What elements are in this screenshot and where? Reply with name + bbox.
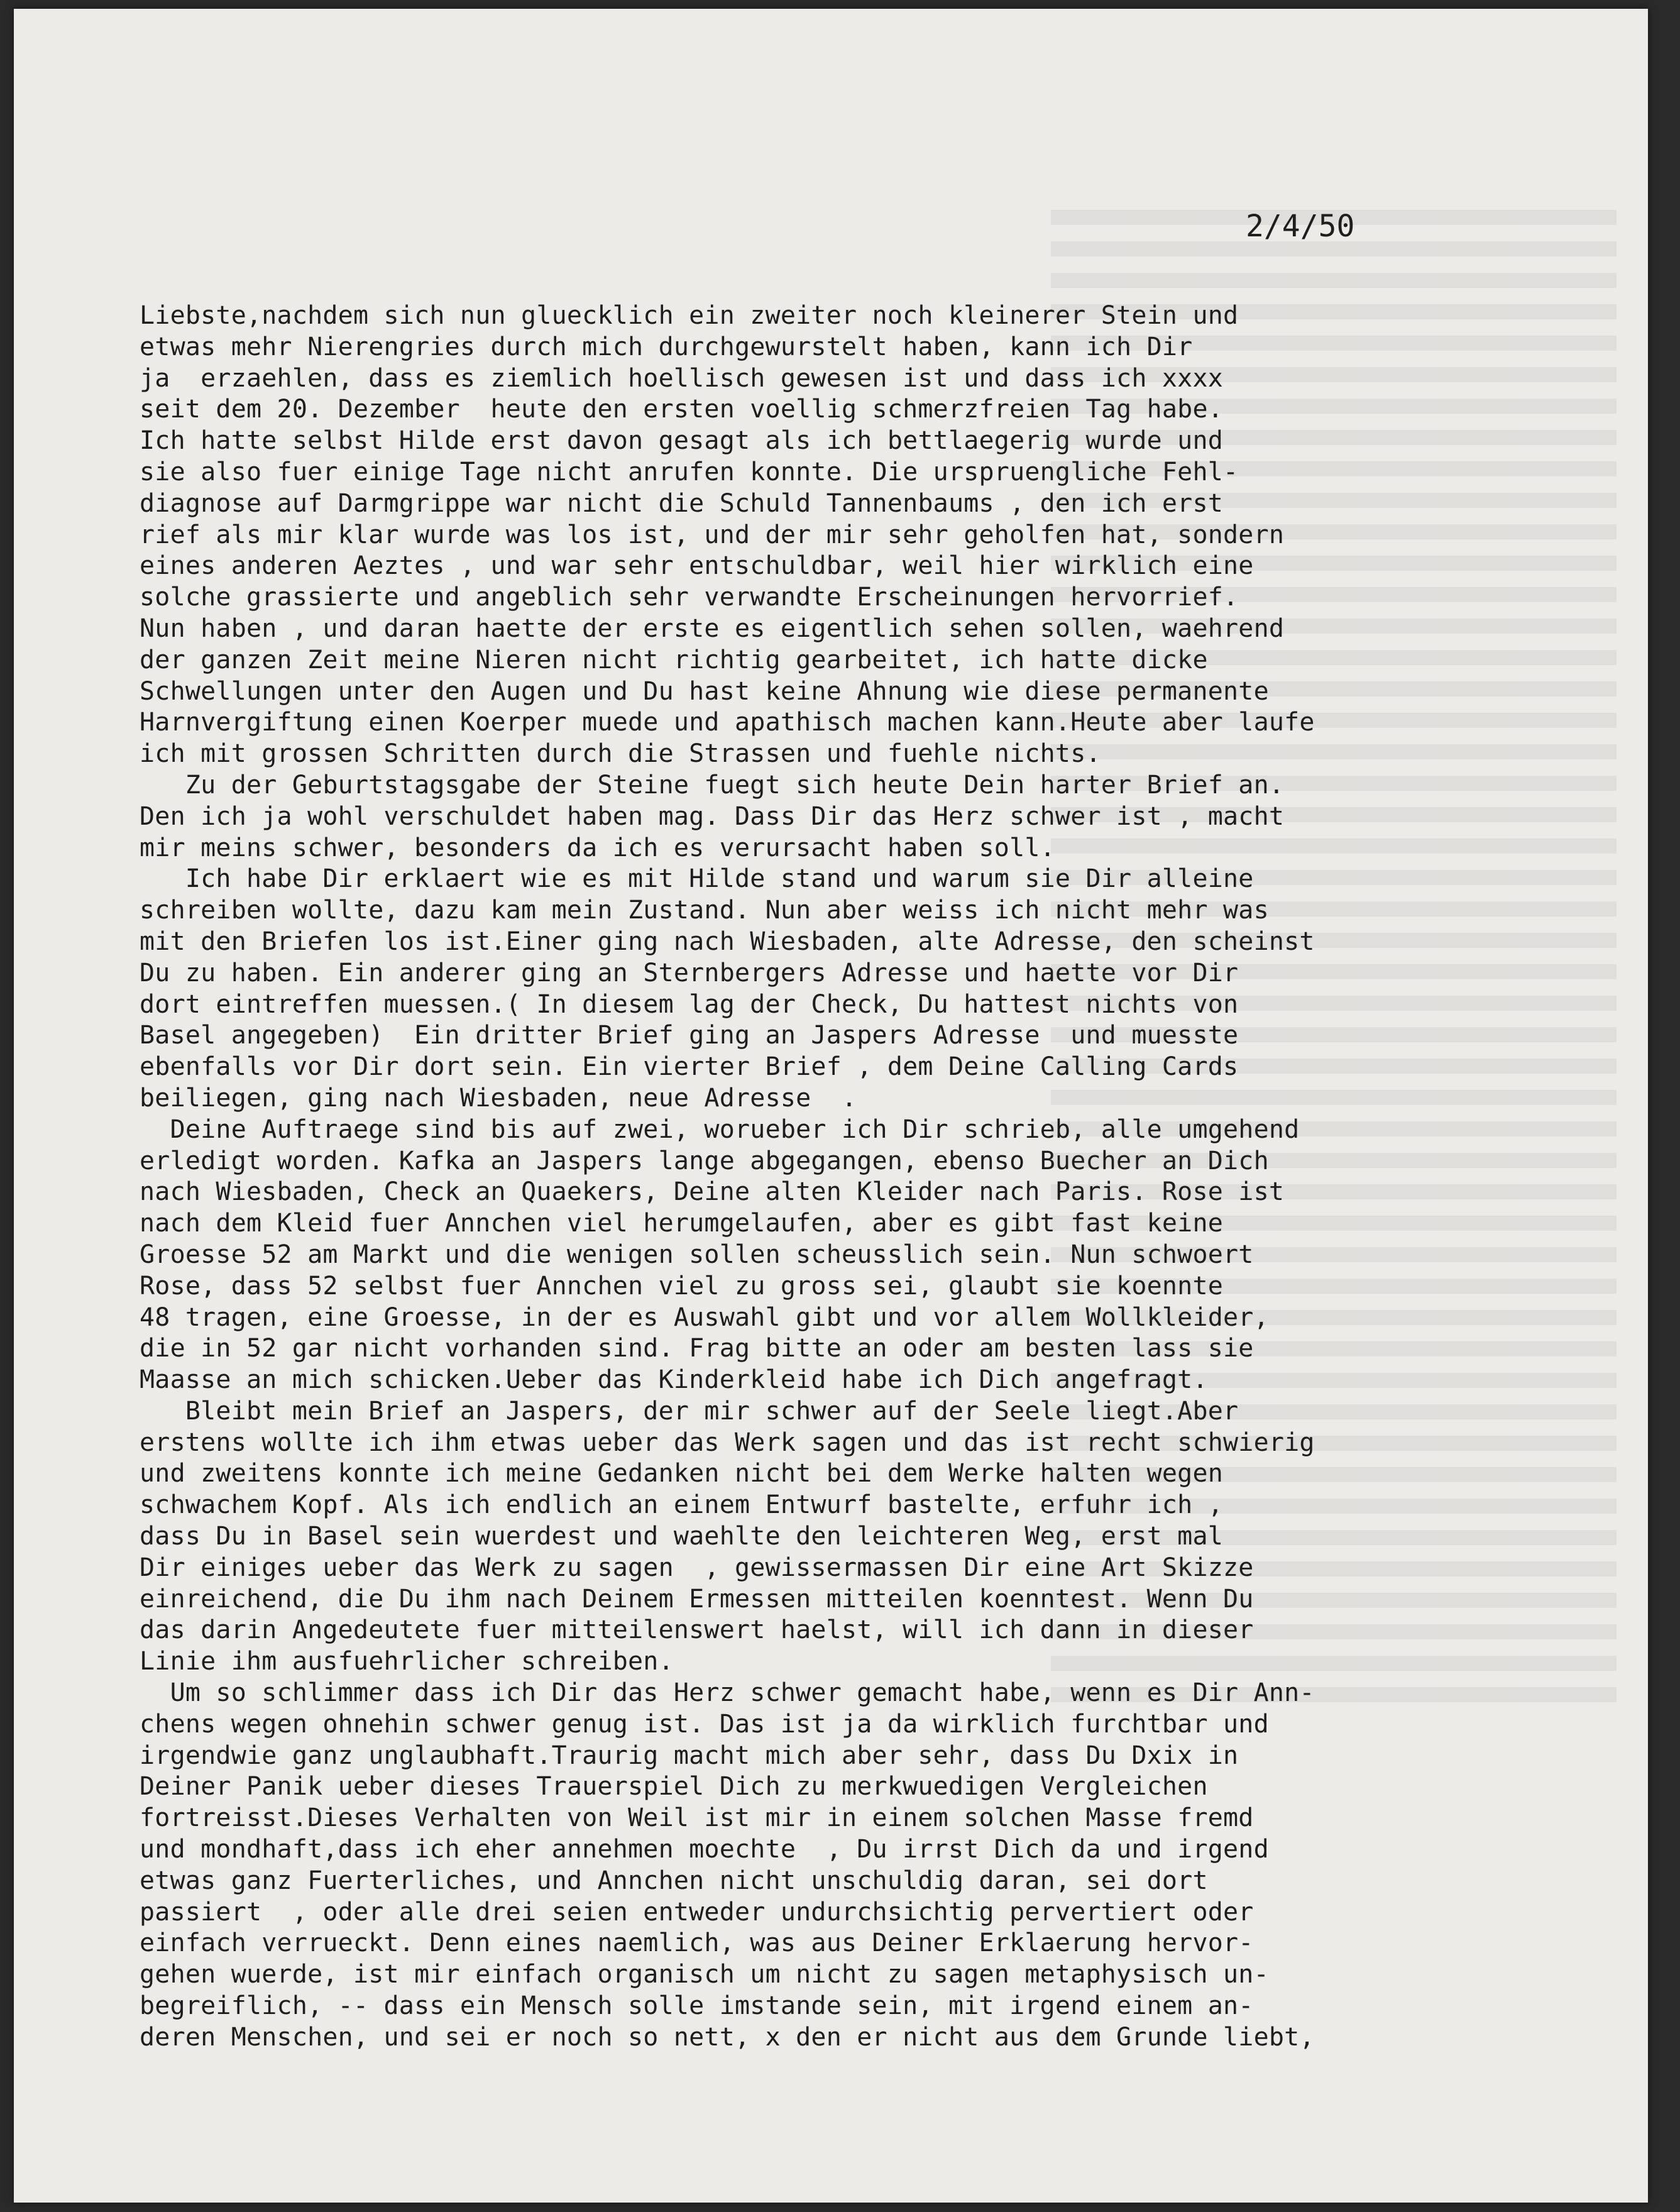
text-line: und zweitens konnte ich meine Gedanken nicht bei dem Werke halten wegen [140, 1459, 1224, 1488]
letter-page [14, 9, 1648, 2203]
text-line: mit den Briefen los ist.Einer ging nach Wiesbaden, alte Adresse, den scheinst [140, 927, 1315, 956]
text-line: erstens wollte ich ihm etwas ueber das Werk sagen und das ist recht schwierig [140, 1428, 1315, 1457]
text-line: Du zu haben. Ein anderer ging an Sternbergers Adresse und haette vor Dir [140, 958, 1239, 988]
text-line: Groesse 52 am Markt und die wenigen sollen scheusslich sein. Nun schwoert [140, 1240, 1254, 1269]
text-line: Deine Auftraege sind bis auf zwei, worueber ich Dir schrieb, alle umgehend [140, 1114, 1300, 1144]
text-line: chens wegen ohnehin schwer genug ist. Das ist ja da wirklich furchtbar und [140, 1709, 1269, 1739]
text-line: Maasse an mich schicken.Ueber das Kinderkleid habe ich Dich angefragt. [140, 1365, 1208, 1395]
text-line: Nun haben , und daran haette der erste es eigentlich sehen sollen, waehrend [140, 614, 1285, 643]
text-line: nach dem Kleid fuer Annchen viel herumgelaufen, aber es gibt fast keine [140, 1209, 1224, 1238]
text-line: diagnose auf Darmgrippe war nicht die Schuld Tannenbaums , den ich erst [140, 488, 1224, 518]
text-line: Rose, dass 52 selbst fuer Annchen viel zu gross sei, glaubt sie koennte [140, 1271, 1224, 1301]
text-line: Deiner Panik ueber dieses Trauerspiel Dich zu merkwuedigen Vergleichen [140, 1772, 1208, 1802]
text-line: Schwellungen unter den Augen und Du hast keine Ahnung wie diese permanente [140, 676, 1269, 706]
text-line: Liebste,nachdem sich nun gluecklich ein zweiter noch kleinerer Stein und [140, 301, 1239, 330]
text-line: Ich hatte selbst Hilde erst davon gesagt als ich bettlaegerig wurde und [140, 426, 1224, 456]
text-line: der ganzen Zeit meine Nieren nicht richtig gearbeitet, ich hatte dicke [140, 645, 1208, 674]
text-line: beiliegen, ging nach Wiesbaden, neue Adresse . [140, 1083, 857, 1113]
text-line: und mondhaft,dass ich eher annehmen moechte , Du irrst Dich da und irgend [140, 1835, 1269, 1864]
text-line: etwas ganz Fuerterliches, und Annchen nicht unschuldig daran, sei dort [140, 1866, 1208, 1895]
text-line: mir meins schwer, besonders da ich es verursacht haben soll. [140, 833, 1055, 862]
text-line: fortreisst.Dieses Verhalten von Weil ist mir in einem solchen Masse fremd [140, 1803, 1254, 1833]
text-line: schwachem Kopf. Als ich endlich an einem Entwurf bastelte, erfuhr ich , [140, 1490, 1224, 1520]
text-line: das darin Angedeutete fuer mitteilenswert haelst, will ich dann in dieser [140, 1615, 1254, 1645]
text-line: Um so schlimmer dass ich Dir das Herz schwer gemacht habe, wenn es Dir Ann- [140, 1678, 1315, 1708]
text-line: sie also fuer einige Tage nicht anrufen konnte. Die urspruengliche Fehl- [140, 457, 1239, 487]
text-line: ja erzaehlen, dass es ziemlich hoellisch gewesen ist und dass ich xxxx [140, 363, 1224, 393]
letter-body [140, 300, 1635, 2054]
text-line: irgendwie ganz unglaubhaft.Traurig macht mich aber sehr, dass Du Dxix in [140, 1741, 1239, 1770]
text-line: Bleibt mein Brief an Jaspers, der mir schwer auf der Seele liegt.Aber [140, 1396, 1239, 1426]
text-line: nach Wiesbaden, Check an Quaekers, Deine alten Kleider nach Paris. Rose ist [140, 1177, 1285, 1207]
text-line: Harnvergiftung einen Koerper muede und apathisch machen kann.Heute aber laufe [140, 708, 1315, 737]
text-line: Basel angegeben) Ein dritter Brief ging an Jaspers Adresse und muesste [140, 1021, 1239, 1050]
text-line: die in 52 gar nicht vorhanden sind. Frag bitte an oder am besten lass sie [140, 1334, 1254, 1363]
text-line: Linie ihm ausfuehrlicher schreiben. [140, 1647, 674, 1676]
text-line: ebenfalls vor Dir dort sein. Ein vierter Brief , dem Deine Calling Cards [140, 1052, 1239, 1082]
letter-date: 2/4/50 [1246, 209, 1355, 244]
text-line: erledigt worden. Kafka an Jaspers lange abgegangen, ebenso Buecher an Dich [140, 1146, 1269, 1175]
text-line: ich mit grossen Schritten durch die Strassen und fuehle nichts. [140, 739, 1101, 769]
text-line: solche grassierte und angeblich sehr verwandte Erscheinungen hervorrief. [140, 583, 1239, 612]
text-line: seit dem 20. Dezember heute den ersten voellig schmerzfreien Tag habe. [140, 395, 1224, 424]
text-line: einreichend, die Du ihm nach Deinem Ermessen mitteilen koenntest. Wenn Du [140, 1584, 1254, 1614]
text-line: Den ich ja wohl verschuldet haben mag. Dass Dir das Herz schwer ist , macht [140, 801, 1285, 831]
text-line: Ich habe Dir erklaert wie es mit Hilde stand und warum sie Dir alleine [140, 864, 1254, 894]
text-line: Zu der Geburtstagsgabe der Steine fuegt sich heute Dein harter Brief an. [140, 770, 1285, 800]
text-line: deren Menschen, und sei er noch so nett, x den er nicht aus dem Grunde liebt, [140, 2022, 1315, 2052]
text-line: passiert , oder alle drei seien entweder undurchsichtig pervertiert oder [140, 1897, 1254, 1927]
text-line: Dir einiges ueber das Werk zu sagen , gewissermassen Dir eine Art Skizze [140, 1553, 1254, 1582]
text-line: eines anderen Aeztes , und war sehr entschuldbar, weil hier wirklich eine [140, 551, 1254, 581]
text-line: begreiflich, -- dass ein Mensch solle imstande sein, mit irgend einem an- [140, 1991, 1254, 2021]
text-line: etwas mehr Nierengries durch mich durchgewurstelt haben, kann ich Dir [140, 332, 1193, 361]
text-line: dass Du in Basel sein wuerdest und waehlte den leichteren Weg, erst mal [140, 1522, 1224, 1551]
text-line: dort eintreffen muessen.( In diesem lag der Check, Du hattest nichts von [140, 989, 1239, 1019]
text-line: rief als mir klar wurde was los ist, und der mir sehr geholfen hat, sondern [140, 520, 1285, 549]
text-line: einfach verrueckt. Denn eines naemlich, was aus Deiner Erklaerung hervor- [140, 1929, 1254, 1958]
text-line: gehen wuerde, ist mir einfach organisch um nicht zu sagen metaphysisch un- [140, 1960, 1269, 1989]
text-line: schreiben wollte, dazu kam mein Zustand. Nun aber weiss ich nicht mehr was [140, 896, 1269, 925]
text-line: 48 tragen, eine Groesse, in der es Auswahl gibt und vor allem Wollkleider, [140, 1302, 1269, 1332]
